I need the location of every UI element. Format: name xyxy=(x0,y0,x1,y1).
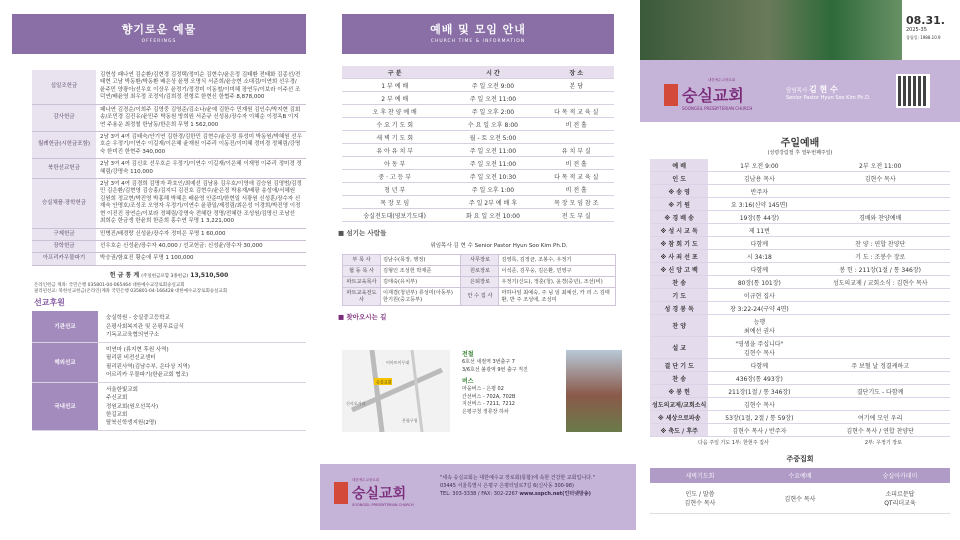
worship-cell: 1 부 예 배 xyxy=(342,79,447,92)
service-second xyxy=(810,224,950,237)
offering-row xyxy=(32,253,306,265)
offering-type: 십일조헌금 xyxy=(32,70,96,104)
worship-cell: 주 일 오전 9:00 xyxy=(447,79,538,92)
service-item: 결 단 기 도 xyxy=(650,359,708,372)
service-item: 찬 양 xyxy=(650,315,708,337)
cover-church-name: 숭실교회 xyxy=(682,86,744,105)
service-first-text: 19장(통 44장) xyxy=(739,214,779,222)
leader-row xyxy=(343,288,616,306)
offering-row xyxy=(32,228,306,240)
service-order-table xyxy=(650,159,950,437)
worship-cell: 본 당 xyxy=(539,79,615,92)
map-title: ■ 찾아오시는 길 xyxy=(338,313,387,322)
offerings-panel xyxy=(0,0,318,540)
worship-row xyxy=(342,105,614,118)
service-first-text: 김남용 목사 xyxy=(743,175,775,183)
leader-cell: 김태숙(유치부) xyxy=(381,277,461,288)
service-row xyxy=(650,263,950,276)
service-first-text: 제 11번 xyxy=(748,227,770,235)
service-second xyxy=(810,398,950,411)
service-item: 성 경 봉 독 xyxy=(650,302,708,315)
service-second: 성도의교제 / 교회소식 : 김현수 목사 xyxy=(810,276,950,289)
website-link[interactable]: www.sspch.net(인터넷방송) xyxy=(519,491,591,497)
offering-givers: 2남 3여 4여 김경희 김명자 곽호인/최예선 김남용 김우호/이영애 김승원 김영범/김정민 김은환/김현영 김승홍/김지디 김진호 김현수/윤은정 박용재/배광 송성애/서혜원 김원희 정교현/박진영 박홍해 박혜은 배윤영 안준미/한현일 서광원 신성훈/장수자 신재숙 안명호/조성조 오영자 우정기/이연수 윤광일/제정림/최은성 이경희/박진영 이정현 이진진 장연순/이보라 정혜림/강명숙 전혜란 정명/전혜란 조성원/김명신 조남선 최희순 한금생 한윤희 한준희 홍수연 무명 1 3,221,000 xyxy=(96,179,306,229)
date-box xyxy=(902,0,960,60)
worship-cell: 주 일 오전 11:00 xyxy=(447,144,538,157)
service-first-text: 436장(통 493장) xyxy=(735,375,783,383)
worship-table xyxy=(342,66,614,222)
mission-item: 정원교회(원오선목사) xyxy=(106,403,159,410)
weekday-header: 수요예배 xyxy=(750,468,850,483)
service-row xyxy=(650,198,950,211)
offerings-subtitle: OFFERINGS xyxy=(141,39,177,44)
service-row xyxy=(650,424,950,437)
service-first xyxy=(708,276,810,289)
mission-list xyxy=(98,343,306,383)
service-first xyxy=(708,315,810,337)
directions: 전철 6호선 새절역 3번출구 7 3/6호선 불광역 9번 출구 직진 버스 마을버스 - 은평 02 간선버스 - 702A, 702B 지선버스 - 7211, 7212 은평구청 정류장 하차 xyxy=(462,350,552,416)
service-first xyxy=(708,424,810,437)
worship-cell: 화 요 일 오전 10:00 xyxy=(447,209,538,222)
worship-cell: 유 아 유 치 부 xyxy=(342,144,447,157)
worship-cell: 수 요 기 도 회 xyxy=(342,118,447,131)
mission-category: 해외선교 xyxy=(32,343,98,383)
mission-item: 어르리카 우물파기(한윤교회 협조) xyxy=(106,371,189,378)
worship-cell: 중 · 고 등 부 xyxy=(342,170,447,183)
qr-code-icon[interactable] xyxy=(896,74,930,108)
weekday-header: 새벽기도회 xyxy=(650,468,750,483)
worship-cell: 주 일 2부 예 배 후 xyxy=(447,196,538,209)
weekday-line: 김현수 목사 xyxy=(784,495,816,503)
mission-item: 주신교회 xyxy=(106,395,128,402)
mission-item: 숭실학원 - 숭실중고등학교 xyxy=(106,315,170,322)
service-row xyxy=(650,250,950,263)
road-map xyxy=(342,350,450,432)
offering-givers: 김현성 패나연 김순환/김현경 김정택/정미순 김현수/윤은정 김태환 전태화 김종선/전태현 고남 박동환/박동환 배은상 윤명 오명식 서준희/윤승현 소대검/이연희 선우경/윤주민 양광아/선우호 이상우 윤정기/정경미 이동철/이미혜 장연두/이보라 이주선 조덕연/배윤영 최우정 조정익/김희정 전형로 한현신 한협주 8,878,000 xyxy=(96,70,306,104)
worship-cell: 월 - 토 오전 5:00 xyxy=(447,131,538,144)
service-second: 경배와 찬양예배 xyxy=(810,211,950,224)
cover-logo: 대한예수교장로회 숭실교회 SOONGSIL PRESBYTERIAN CHURCH xyxy=(664,78,752,111)
leader-cell: 안 수 집 사 xyxy=(461,288,499,306)
church-photo xyxy=(566,350,622,432)
service-first-text: 이규현 집사 xyxy=(743,292,775,300)
service-second: 여기에 모인 우리 xyxy=(810,411,950,424)
mission-list xyxy=(98,383,306,431)
service-first xyxy=(708,237,810,250)
mission-item: 서울한빛교회 xyxy=(106,387,138,394)
offerings-title: 향기로운 예물 xyxy=(121,23,197,36)
footer-church-name: 숭실교회 xyxy=(352,486,407,502)
mission-row xyxy=(32,311,306,342)
service-first-text: "영생을 주십니다" xyxy=(735,340,784,348)
missions-table xyxy=(32,311,306,431)
weekday-table xyxy=(650,468,950,514)
service-item: ※ 봉 헌 xyxy=(650,385,708,398)
account-note: 온라인헌금 계좌: 국민은행 035801-04-065464 대한예수교장로회숭실교회 xyxy=(34,282,185,288)
worship-row xyxy=(342,79,614,92)
offering-type: 북한선교헌금 xyxy=(32,159,96,179)
service-first xyxy=(708,224,810,237)
cover-banner xyxy=(640,60,960,122)
worship-cell: 유 치 부 실 xyxy=(539,144,615,157)
offering-type: 월례헌금(시헌금포함) xyxy=(32,131,96,158)
worship-cell xyxy=(539,92,615,105)
mission-item: 필리핀사역(김남수부, 은다상 지역) xyxy=(106,363,190,370)
worship-cell: 다 목 적 교 육 실 xyxy=(539,170,615,183)
offering-type: 장학헌금 xyxy=(32,241,96,253)
service-second: 2부 오전 11:00 xyxy=(810,159,950,172)
service-row xyxy=(650,411,950,424)
service-second: 주 보혈 날 정결케하고 xyxy=(810,359,950,372)
leader-cell: 파트교육목사 xyxy=(343,277,381,288)
worship-row xyxy=(342,118,614,131)
worship-subtitle: CHURCH TIME & INFORMATION xyxy=(430,39,526,44)
service-second xyxy=(810,198,950,211)
worship-row xyxy=(342,209,614,222)
service-item: ※ 송 영 xyxy=(650,185,708,198)
mission-category: 기관선교 xyxy=(32,311,98,342)
service-first xyxy=(708,398,810,411)
service-row xyxy=(650,315,950,337)
offering-givers: 박승권/함효진 황순애 무명 1 100,000 xyxy=(96,253,306,265)
worship-cell: 숭실전도대(영보기도대) xyxy=(342,209,447,222)
service-row xyxy=(650,224,950,237)
mission-row xyxy=(32,383,306,431)
service-item: 기 도 xyxy=(650,289,708,302)
issue-volume: 2025-35 xyxy=(906,27,927,33)
leader-cell: 김형인 조성헌 박재준 xyxy=(381,266,461,277)
weekday-cell xyxy=(750,483,850,514)
worship-column-header: 장 소 xyxy=(539,66,615,79)
worship-row xyxy=(342,196,614,209)
leader-cell: 우정기(신도), 정훈(청), 윤경(중년), 조선(비) xyxy=(499,277,616,288)
service-first-text: 김현수 목사 xyxy=(743,401,775,409)
service-item: ※ 기 원 xyxy=(650,198,708,211)
service-second: 봉 헌 : 211장(1절 / 통 346장) xyxy=(810,263,950,276)
missions-title: 선교후원 xyxy=(34,298,65,308)
service-second xyxy=(810,185,950,198)
worship-cell: 비 전 홀 xyxy=(539,183,615,196)
mission-item: 탈북신학생지원(2명) xyxy=(106,420,157,427)
service-item: 찬 송 xyxy=(650,372,708,385)
service-first xyxy=(708,411,810,424)
offering-givers: 2남 3여 4여 김신호 선우호순 우정기/이연수 이길재/이은혜 이재명 이주리 정미경 정혜림/강명숙 110,000 xyxy=(96,159,306,179)
offering-total: 헌 금 통 계 (주일헌금포함 3종헌금) 13,510,500 xyxy=(109,271,229,279)
offering-givers: 민병진/배경랑 신성윤/장수자 정미은 무명 1 60,000 xyxy=(96,228,306,240)
service-first-text: 다함께 xyxy=(750,240,769,248)
service-second: 김현수 목사 xyxy=(810,172,950,185)
service-first-text: 시 34:18 xyxy=(746,253,772,261)
weekday-cell xyxy=(650,483,750,514)
service-row xyxy=(650,237,950,250)
weekday-line: 인도 / 말씀 xyxy=(685,491,715,498)
cross-logo-icon xyxy=(664,84,678,106)
leader-cell: 협 동 목 사 xyxy=(343,266,381,277)
worship-header xyxy=(342,14,614,54)
leader-cell: 김영록, 김정균, 조봉수, 우정기 xyxy=(499,255,616,266)
service-row xyxy=(650,337,950,359)
leader-cell: 이석준, 김무웅, 김은환, 민영구 xyxy=(499,266,616,277)
service-row xyxy=(650,172,950,185)
leader-row xyxy=(343,255,616,266)
weekday-line: QT리더교육 xyxy=(884,500,916,507)
service-first xyxy=(708,263,810,276)
service-first xyxy=(708,198,810,211)
service-item: 인 도 xyxy=(650,172,708,185)
service-first-text: 다함께 xyxy=(750,362,769,370)
service-subtitle: (성령강림절 후 열두번째주일) xyxy=(767,150,833,156)
service-first-sub: 최예선 권사 xyxy=(743,327,775,335)
worship-row xyxy=(342,144,614,157)
footer xyxy=(320,464,636,530)
worship-row xyxy=(342,131,614,144)
worship-cell: 목 장 모 임 참 조 xyxy=(539,196,615,209)
next-week-prayer: 다음 주일 기도 1부: 한현주 집사 2부: 우정기 장로 xyxy=(698,440,902,446)
footer-logo: 대한예수교장로회 숭실교회 SOONGSIL PRESBYTERIAN CHURCH xyxy=(334,478,414,507)
service-second: 김현수 목사 / 연합 찬양단 xyxy=(810,424,950,437)
weekday-line: 김현수 목사 xyxy=(684,500,716,507)
service-item: ※ 성 시 교 독 xyxy=(650,224,708,237)
worship-cell: 주 일 오전 11:00 xyxy=(447,92,538,105)
worship-cell xyxy=(539,131,615,144)
offering-row xyxy=(32,131,306,158)
offering-type: 승실채플·장학헌금 xyxy=(32,179,96,229)
service-first xyxy=(708,211,810,224)
leaders-title: ■ 섬기는 사람들 xyxy=(338,229,387,237)
service-second: 찬 양 : 연합 찬양단 xyxy=(810,237,950,250)
service-first xyxy=(708,250,810,263)
worship-row xyxy=(342,170,614,183)
offerings-table xyxy=(32,70,306,266)
leader-cell: 부 목 사 xyxy=(343,255,381,266)
service-item: ※ 참 회 기 도 xyxy=(650,237,708,250)
founded-date: 창립일: 1988.10.9 xyxy=(906,35,941,40)
place-label: 은평구청 xyxy=(402,418,418,423)
service-first xyxy=(708,372,810,385)
leader-cell: 파트교육전도사 xyxy=(343,288,381,306)
bus-label: 버스 xyxy=(462,378,474,385)
footer-info: "세속 숭실교회는 대한예수교 장로회(통합)에 속한 건강한 교회입니다." 03445 서울특별시 은평구 은평터널로7길 6(신사동 300-98) TEL: 303-3338 / FAX: 302-2267 www.sspch.net(인터넷방송) xyxy=(440,475,595,497)
worship-cell: 오 후 찬 양 예 배 xyxy=(342,105,447,118)
mission-item: 기독교교육협의연구소 xyxy=(106,331,160,338)
worship-cell: 주 일 오후 2:00 xyxy=(447,105,538,118)
worship-cell: 다 목 적 교 육 실 xyxy=(539,105,615,118)
pastor-line: 위임목사 김 현 수 Senior Pastor Hyun Soo Kim Ph.D. xyxy=(430,243,568,249)
service-first-text: 반주자 xyxy=(750,188,769,196)
leaders-table xyxy=(342,254,616,306)
offering-type: 구제헌금 xyxy=(32,228,96,240)
cross-logo-icon xyxy=(334,482,348,504)
service-first-text: 211장(1절 / 통 346장) xyxy=(728,388,791,396)
worship-cell: 새 벽 기 도 회 xyxy=(342,131,447,144)
service-first-text: 80장(통 101장) xyxy=(737,279,781,287)
weekday-line: 소피르문답 xyxy=(885,491,915,498)
service-row xyxy=(650,359,950,372)
service-row xyxy=(650,385,950,398)
worship-cell: 청 년 부 xyxy=(342,183,447,196)
offering-row xyxy=(32,179,306,229)
worship-cell: 주 일 오후 1:00 xyxy=(447,183,538,196)
service-second xyxy=(810,302,950,315)
account-note-2: 필리핀선교: 북한선교헌금(온라인)계좌 국민은행 035801-04-166428 대한예수교장로회숭실교회 xyxy=(34,289,228,295)
worship-row xyxy=(342,183,614,196)
service-row xyxy=(650,159,950,172)
place-label: 이마트이무대 xyxy=(386,360,410,365)
offering-row xyxy=(32,241,306,253)
leader-cell: 은퇴장로 xyxy=(461,277,499,288)
service-first xyxy=(708,302,810,315)
service-row xyxy=(650,302,950,315)
service-item: 찬 송 xyxy=(650,276,708,289)
service-title: 주일예배 xyxy=(780,138,820,149)
leader-row xyxy=(343,277,616,288)
worship-cell: 아 동 부 xyxy=(342,157,447,170)
offering-row xyxy=(32,104,306,131)
worship-title: 예배 및 모임 안내 xyxy=(430,23,526,36)
service-item: 설 교 xyxy=(650,337,708,359)
worship-cell: 전 도 부 실 xyxy=(539,209,615,222)
worship-column-header: 구 분 xyxy=(342,66,447,79)
pastor-info: 담임목사 김 현 수 Senior Pastor Hyun Soo Kim Ph.D. xyxy=(786,85,871,101)
service-item: ※ 경 배 송 xyxy=(650,211,708,224)
service-first-sub: 김현수 목사 xyxy=(743,349,775,357)
service-first xyxy=(708,185,810,198)
service-row xyxy=(650,185,950,198)
leader-cell: 사무장로 xyxy=(461,255,499,266)
leader-cell: 이재결(청년부) 류성미(아동부) 한기원(중고등부) xyxy=(381,288,461,306)
service-second xyxy=(810,289,950,302)
offering-type: 감사헌금 xyxy=(32,104,96,131)
service-item: ※ 신 앙 고 백 xyxy=(650,263,708,276)
mission-item: 은평사회복지관 및 은평무료급식 xyxy=(106,323,184,330)
service-second: 결단기도 - 다함께 xyxy=(810,385,950,398)
worship-row xyxy=(342,157,614,170)
worship-row xyxy=(342,92,614,105)
service-row xyxy=(650,398,950,411)
sunday-service xyxy=(650,134,950,514)
mission-item: 필리핀 비전선교센터 xyxy=(106,355,156,362)
service-first-text: 요 3:16(신약 145면) xyxy=(731,201,788,209)
service-second xyxy=(810,315,950,337)
leader-cell: 마하나임 최예숙, 주 님 임 최예선, 카 리 스 김태환, 반 주 조성애, 조성미 xyxy=(499,288,616,306)
weekday-header: 숭실아카데미 xyxy=(850,468,950,483)
service-first xyxy=(708,385,810,398)
service-first-text: 창 3:22-24(구약 4면) xyxy=(729,305,789,313)
place-label: 신사오거리 xyxy=(346,401,366,406)
offering-givers: 선우호순 신성윤/장수자 40,000 / 선교헌금: 신성윤/장수자 30,000 xyxy=(96,241,306,253)
service-first-text: 다함께 xyxy=(750,266,769,274)
weekday-title: 주중집회 xyxy=(786,455,814,463)
service-item: ※ 세상으로파송 xyxy=(650,411,708,424)
service-first xyxy=(708,337,810,359)
place-label: 숭실교회 xyxy=(376,379,392,385)
service-row xyxy=(650,276,950,289)
service-row xyxy=(650,211,950,224)
service-first-text: 능행 xyxy=(753,318,766,326)
map-area xyxy=(342,350,622,432)
offering-givers: 패나연 김경순/이희주 김영중 김영준/김소나/윤예 김한수 민재원 김인수/박지현 김회송/조민경 김진유/윤민주 박동원 방희원 서준규 신성용/장수자 이혜순 이정옥B 이지연 주용운 최정철 한남동/한은희 무명 1 562,000 xyxy=(96,104,306,131)
service-first xyxy=(708,159,810,172)
service-first xyxy=(708,289,810,302)
service-item: 예 배 xyxy=(650,159,708,172)
offering-type: 아프리카우물파기 xyxy=(32,253,96,265)
mission-item: 한길교회 xyxy=(106,411,128,418)
worship-cell: 주 일 오전 10:30 xyxy=(447,170,538,183)
service-item: ※ 사 죄 선 포 xyxy=(650,250,708,263)
leader-cell: 김남수(목장, 행정) xyxy=(381,255,461,266)
service-second xyxy=(810,337,950,359)
worship-cell: 비 전 홀 xyxy=(539,118,615,131)
leader-cell: 원로장로 xyxy=(461,266,499,277)
service-item: ※ 축도 / 후주 xyxy=(650,424,708,437)
worship-cell: 수 요 일 오후 8:00 xyxy=(447,118,538,131)
worship-column-header: 시 간 xyxy=(447,66,538,79)
service-row xyxy=(650,372,950,385)
weekday-cell xyxy=(850,483,950,514)
worship-panel xyxy=(320,0,636,540)
subway-label: 전철 xyxy=(462,351,474,358)
service-first-text: 53장(1절, 2절 / 통 59장) xyxy=(725,414,794,422)
service-item: 성도의교제/교회소식 xyxy=(650,398,708,411)
worship-cell: 주 일 오전 11:00 xyxy=(447,157,538,170)
service-second: 기 도 : 조봉수 장로 xyxy=(810,250,950,263)
service-second xyxy=(810,372,950,385)
cover-panel xyxy=(640,0,960,540)
service-first-text: 1부 오전 9:00 xyxy=(740,162,779,170)
worship-cell: 2 부 예 배 xyxy=(342,92,447,105)
mission-category: 국내선교 xyxy=(32,383,98,431)
service-first xyxy=(708,359,810,372)
mission-item: 미연마 (류지현 후원 사역) xyxy=(106,347,169,354)
offering-row xyxy=(32,159,306,179)
worship-cell: 목 장 모 임 xyxy=(342,196,447,209)
worship-cell: 비 전 홀 xyxy=(539,157,615,170)
issue-date: 08.31. xyxy=(906,14,945,27)
service-row xyxy=(650,289,950,302)
service-first xyxy=(708,172,810,185)
mission-row xyxy=(32,343,306,383)
leader-row xyxy=(343,266,616,277)
offering-row xyxy=(32,70,306,104)
mission-list xyxy=(98,311,306,342)
offering-givers: 2남 3여 4여 김태숙/안기연 김한경/김한민 김현수/윤은정 류성미 박동원/박혜원 선우호순 우정기/이연수 이길재/이은혜 윤재원 이주리 이동진/이미혜 정미경 정혜림/강명숙 한미진 한현주 340,000 xyxy=(96,131,306,158)
offerings-header xyxy=(12,14,306,54)
service-first-text: 김현수 목사 / 반주자 xyxy=(732,427,787,435)
